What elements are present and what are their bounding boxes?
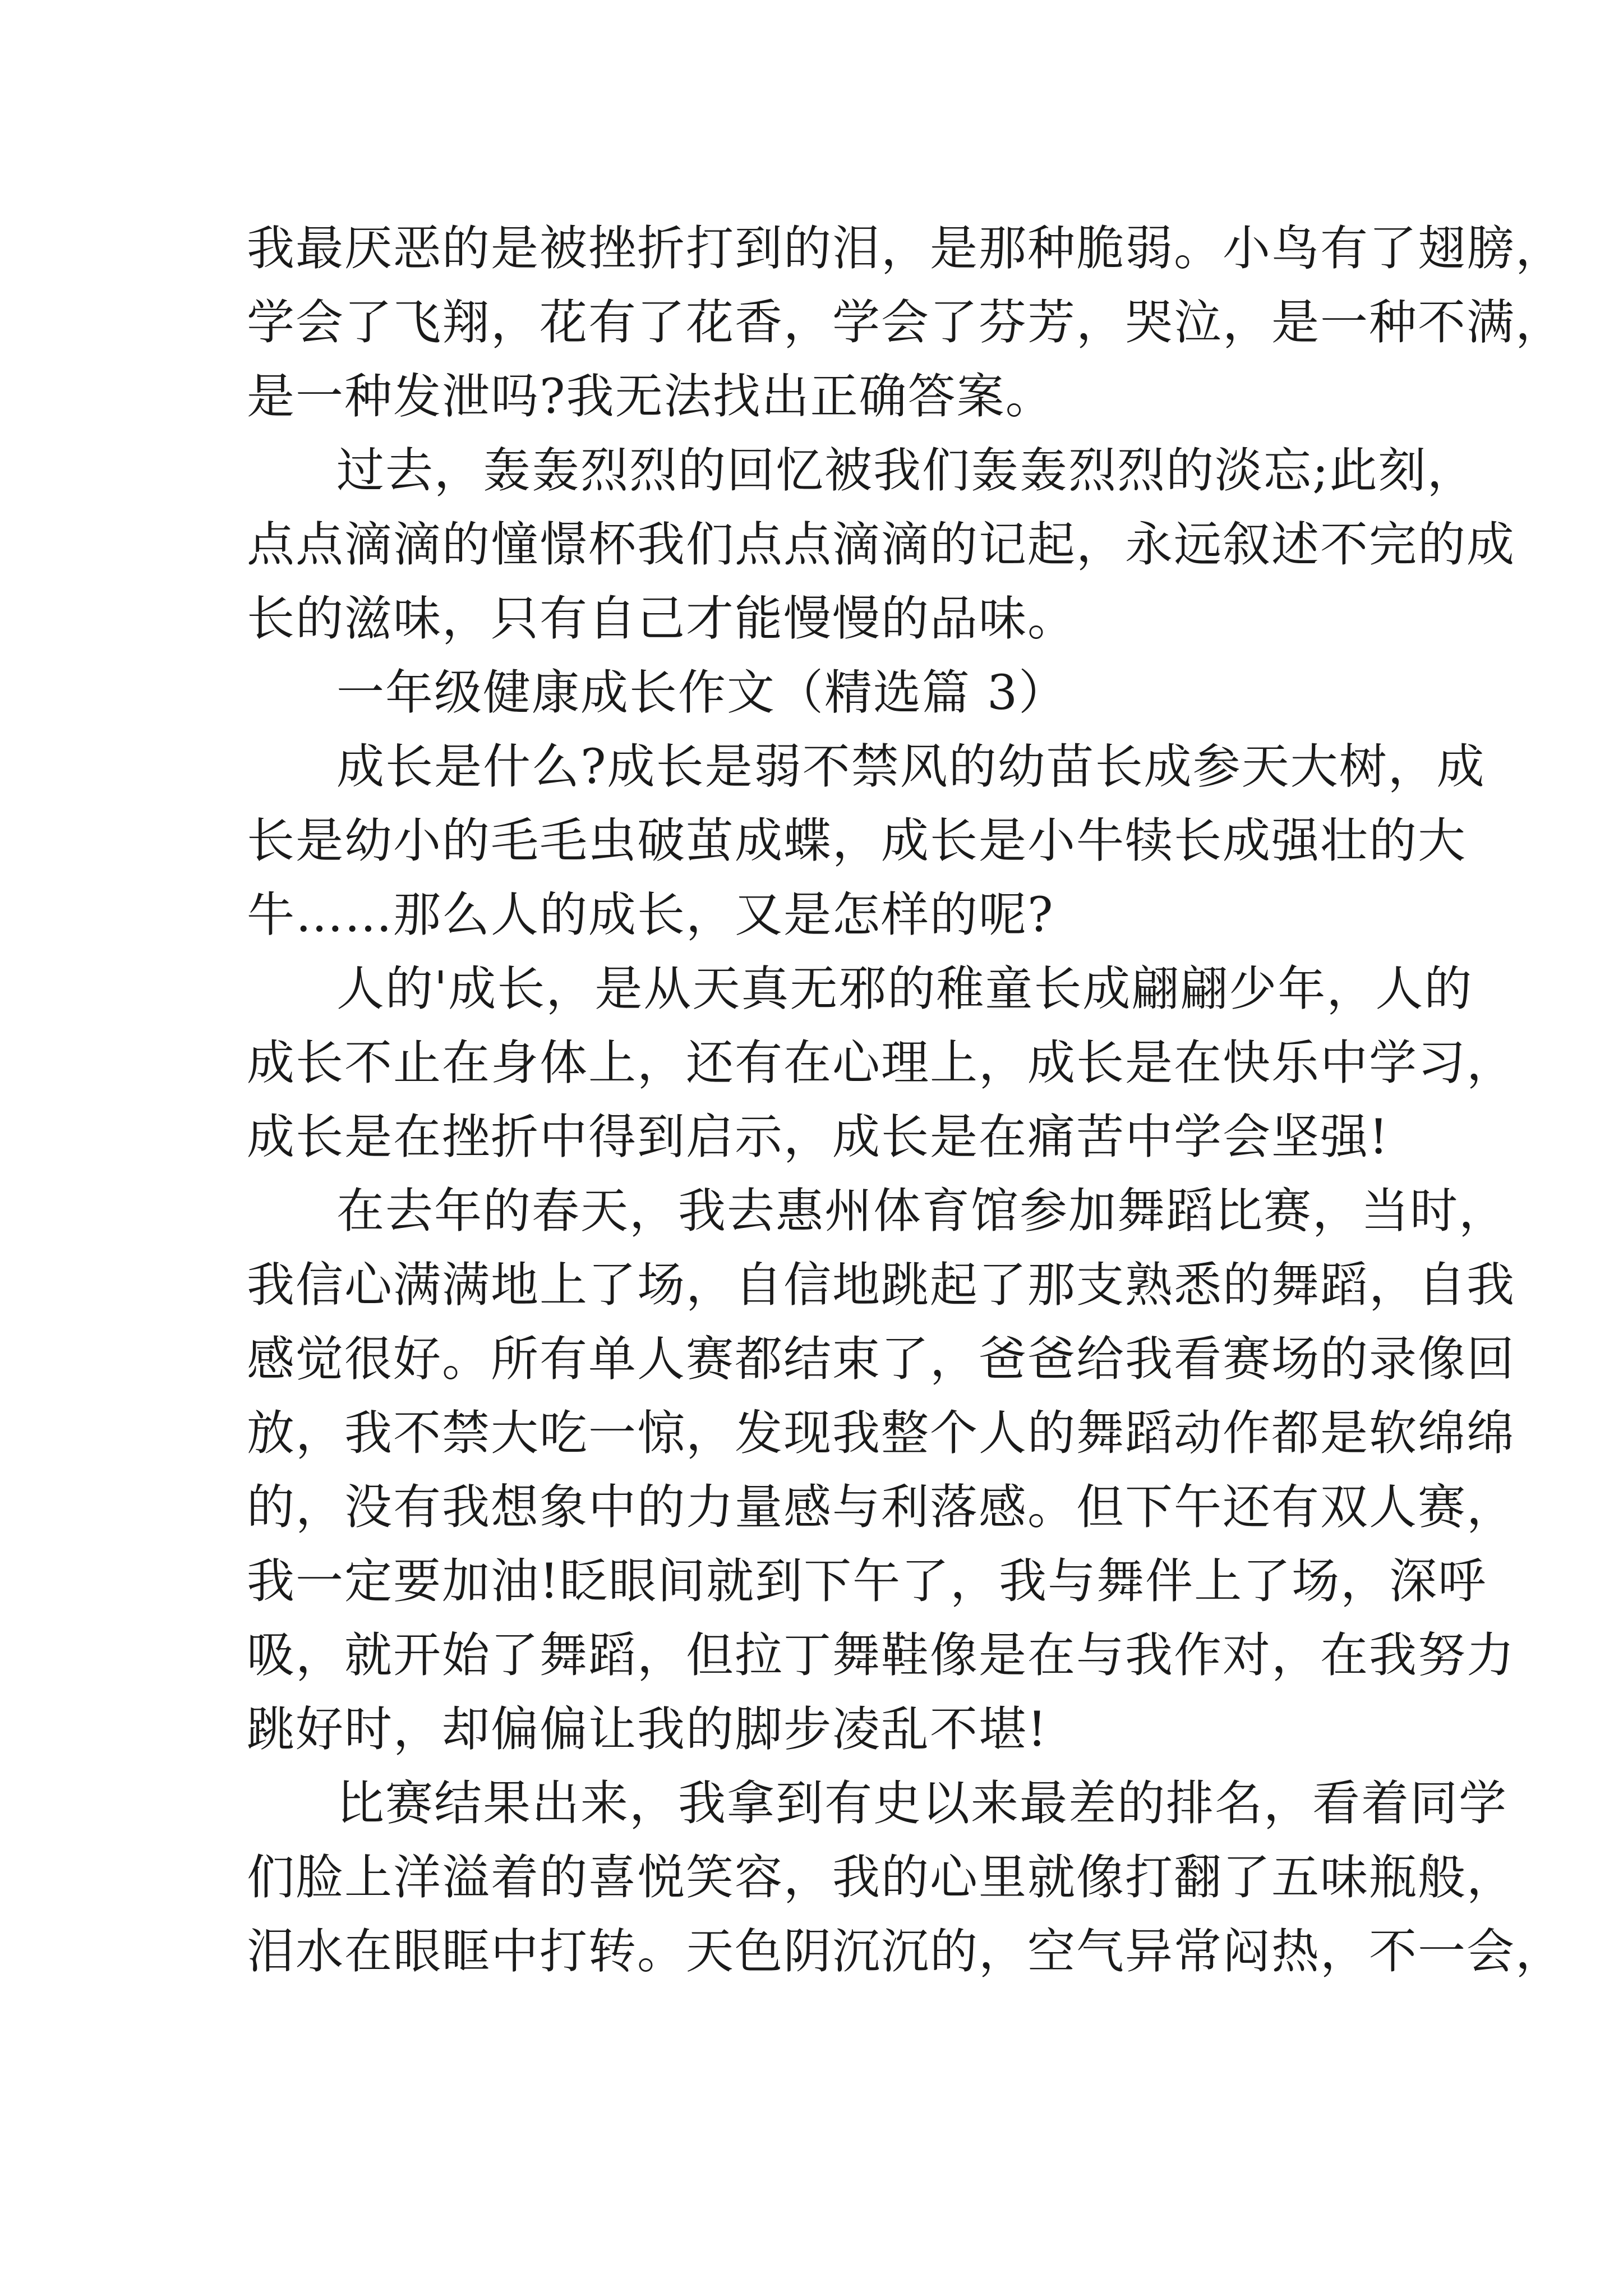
text-line: 感觉很好。所有单人赛都结束了，爸爸给我看赛场的录像回 [247,1332,1516,1387]
text-line: 长是幼小的毛毛虫破茧成蝶，成长是小牛犊长成强壮的大 [247,813,1467,869]
section-heading: 一年级健康成长作文（精选篇 3） [336,665,1068,721]
text-line: 成长不止在身体上，还有在心理上，成长是在快乐中学习， [247,1036,1516,1091]
text-line: 们脸上洋溢着的喜悦笑容，我的心里就像打翻了五味瓶般， [247,1850,1516,1906]
text-line: 人的'成长，是从天真无邪的稚童长成翩翩少年，人的 [336,961,1473,1017]
text-line: 我最厌恶的是被挫折打到的泪，是那种脆弱。小鸟有了翅膀， [247,221,1565,277]
text-line: 放，我不禁大吃一惊，发现我整个人的舞蹈动作都是软绵绵 [247,1406,1516,1461]
text-line: 是一种发泄吗?我无法找出正确答案。 [247,369,1054,425]
text-line: 点点滴滴的憧憬杯我们点点滴滴的记起，永远叙述不完的成 [247,517,1516,573]
text-line: 牛……那么人的成长，又是怎样的呢? [247,887,1054,943]
text-line: 长的滋味，只有自己才能慢慢的品味。 [247,591,1077,647]
text-line: 成长是在挫折中得到启示，成长是在痛苦中学会坚强! [247,1110,1390,1165]
document-body [247,212,1565,1989]
text-line: 学会了飞翔，花有了花香，学会了芬芳，哭泣，是一种不满， [247,295,1565,351]
text-line: 吸，就开始了舞蹈，但拉丁舞鞋像是在与我作对，在我努力 [247,1628,1516,1683]
text-line: 跳好时，却偏偏让我的脚步凌乱不堪! [247,1702,1048,1757]
text-line: 比赛结果出来，我拿到有史以来最差的排名，看着同学 [336,1776,1508,1832]
text-line: 我一定要加油!眨眼间就到下午了，我与舞伴上了场，深呼 [247,1554,1487,1609]
text-line: 的，没有我想象中的力量感与利落感。但下午还有双人赛， [247,1480,1516,1535]
text-line: 在去年的春天，我去惠州体育馆参加舞蹈比赛，当时， [336,1184,1508,1239]
text-line: 泪水在眼眶中打转。天色阴沉沉的，空气异常闷热，不一会， [247,1924,1565,1980]
text-line: 成长是什么?成长是弱不禁风的幼苗长成参天大树，成 [336,739,1486,795]
text-line: 我信心满满地上了场，自信地跳起了那支熟悉的舞蹈，自我 [247,1258,1516,1313]
text-line: 过去，轰轰烈烈的回忆被我们轰轰烈烈的淡忘;此刻， [336,443,1476,499]
